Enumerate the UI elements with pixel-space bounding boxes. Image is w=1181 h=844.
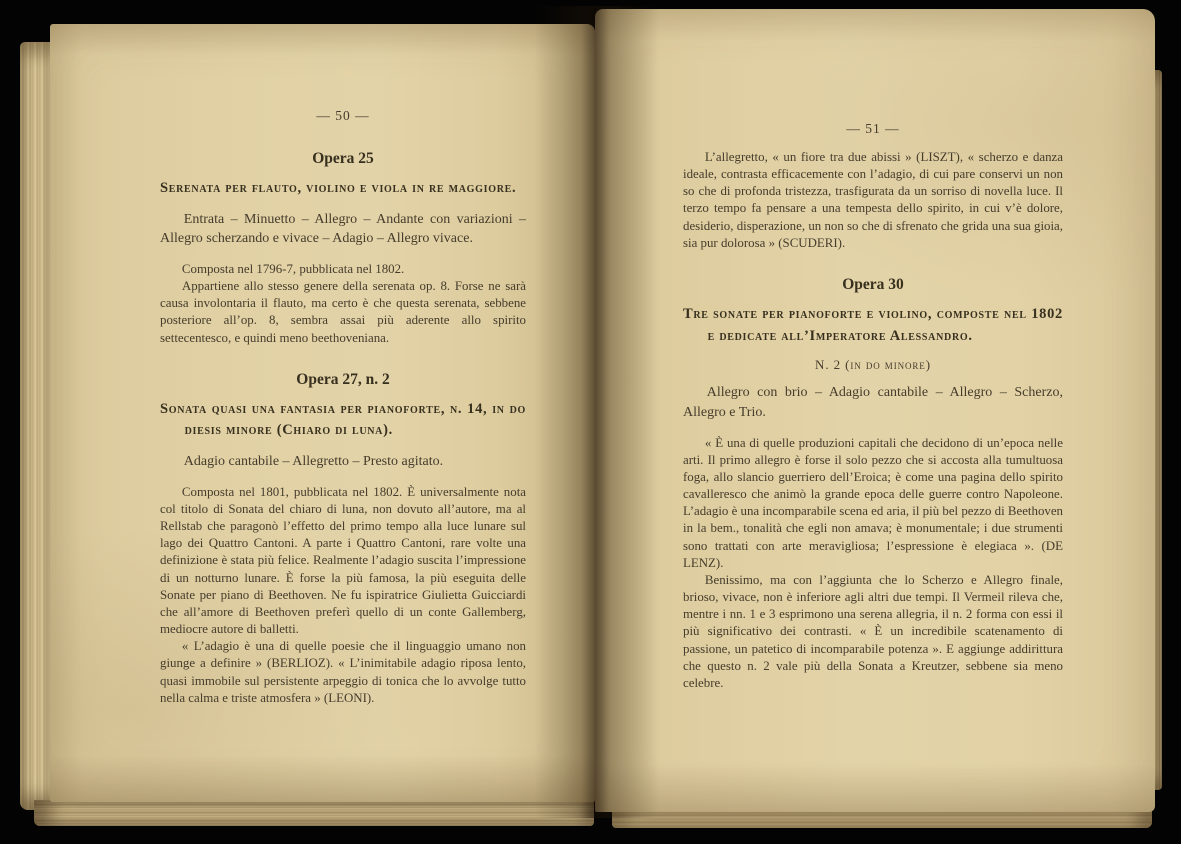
opera-27-title: Sonata quasi una fantasia per pianoforte, n. 14, in do diesis minore (Chiaro di luna). <box>160 400 526 439</box>
opera-25-heading: Opera 25 <box>312 150 374 167</box>
opera-30-paragraph-2: Benissimo, ma con l’aggiunta che lo Scherzo e Allegro finale, brioso, vivace, non è inferiore agli altri due tempi. Il Vermeil rileva che, mentre i nn. 1 e 3 esprimono una serena allegria, il n. 2 forma con essi il più significativo dei contrasti. « È un incredibile scatenamento di passione, un patetico di incomparabile potenza ». E aggiunge addirittura che questo n. 2 vale più della Sonata a Kreutzer, sebbene sia meno celebre. <box>683 572 1063 690</box>
opera-30-number-subheading: N. 2 (in do minore) <box>815 357 931 373</box>
opera-25-movements: Entrata – Minuetto – Allegro – Andante con variazioni – Allegro scherzando e vivace – Adagio – Allegro vivace. <box>160 211 526 247</box>
allegretto-quote-paragraph: L’allegretto, « un fiore tra due abissi » (LISZT), « scherzo e danza ideale, contrasta efficacemente con l’adagio, di cui pare conservi un non so che di profonda tristezza, trasfigurata da un sorriso di novella luce. Il terzo tempo fa pensare a una tempesta dello spirito, in cui v’è dolore, desiderio, disperazione, un non so che di sfrenato che grida una sua gioia, sia pur dolorosa » (SCUDERI). <box>683 150 1063 250</box>
page-number-left: — 50 — <box>316 108 370 123</box>
page-edge-stack-left <box>20 42 54 810</box>
opera-30-movements: Allegro con brio – Adagio cantabile – Allegro – Scherzo, Allegro e Trio. <box>683 385 1063 421</box>
opera-27-paragraph-1: Composta nel 1801, pubblicata nel 1802. È universalmente nota col titolo di Sonata del chiaro di luna, non dovuto all’autore, ma al Rellstab che paragonò l’effetto del primo tempo alla luce lunare sul lago dei Quattro Cantoni. A parte i Quattro Cantoni, rare volte una definizione è stata più felice. Realmente l’adagio suscita l’impressione di un notturno lunare. È forse la più famosa, la più eseguita delle Sonate per piano di Beethoven. Ne fu ispiratrice Giulietta Guicciardi che all’amore di Beethoven preferì quello di un conte Gallemberg, mediocre autore di balletti. <box>160 484 526 637</box>
page-edge-stack-bottom-right <box>612 810 1152 828</box>
opera-30-heading: Opera 30 <box>842 275 904 293</box>
right-page <box>595 9 1155 812</box>
opera-25-paragraph-2: Appartiene allo stesso genere della serenata op. 8. Forse ne sarà causa involontaria il flauto, ma certo è che questa serenata, sebbene posteriore all’op. 8, sembra assai più aderente allo spirito settecentesco, e quindi meno beethoveniana. <box>160 279 526 345</box>
opera-30-title: Tre sonate per pianoforte e violino, composte nel 1802 e dedicate all’Imperatore Alessandro. <box>683 305 1063 344</box>
opera-27-paragraph-2: « L’adagio è una di quelle poesie che il linguaggio umano non giunge a definire » (BERLIOZ). « L’inimitabile adagio riposa lento, quasi immobile sul persistente arpeggio di tonica che lo avvolge tutto nella calma e triste atmosfera » (LEONI). <box>160 639 526 705</box>
left-page <box>50 24 595 802</box>
page-edge-stack-bottom-left <box>34 800 594 826</box>
opera-27-heading: Opera 27, n. 2 <box>296 370 390 388</box>
opera-27-movements: Adagio cantabile – Allegretto – Presto agitato. <box>183 454 444 470</box>
opera-25-title: Serenata per flauto, violino e viola in re maggiore. <box>160 180 517 196</box>
right-page-text-column <box>683 121 1063 692</box>
left-page-text-column <box>160 108 526 707</box>
opera-30-paragraph-1: « È una di quelle produzioni capitali che decidono di un’epoca nelle arti. Il primo allegro è forse il solo pezzo che si accosta alla tumultuosa foga, allo slancio guerriero dell’Eroica; è come una pagina dello spirito cavalleresco che animò la grande epoca delle guerre contro Napoleone. L’adagio è una incomparabile scena ed aria, il più bel pezzo di Beethoven in la bem., tonalità che egli non amava; è monumentale; i due strumenti sono trattati con arte meravigliosa; l’espressione è elegiaca ». (DE LENZ). <box>683 435 1064 570</box>
page-number-right: — 51 — <box>846 121 900 136</box>
opera-25-paragraph-1: Composta nel 1796-7, pubblicata nel 1802. <box>181 261 405 276</box>
